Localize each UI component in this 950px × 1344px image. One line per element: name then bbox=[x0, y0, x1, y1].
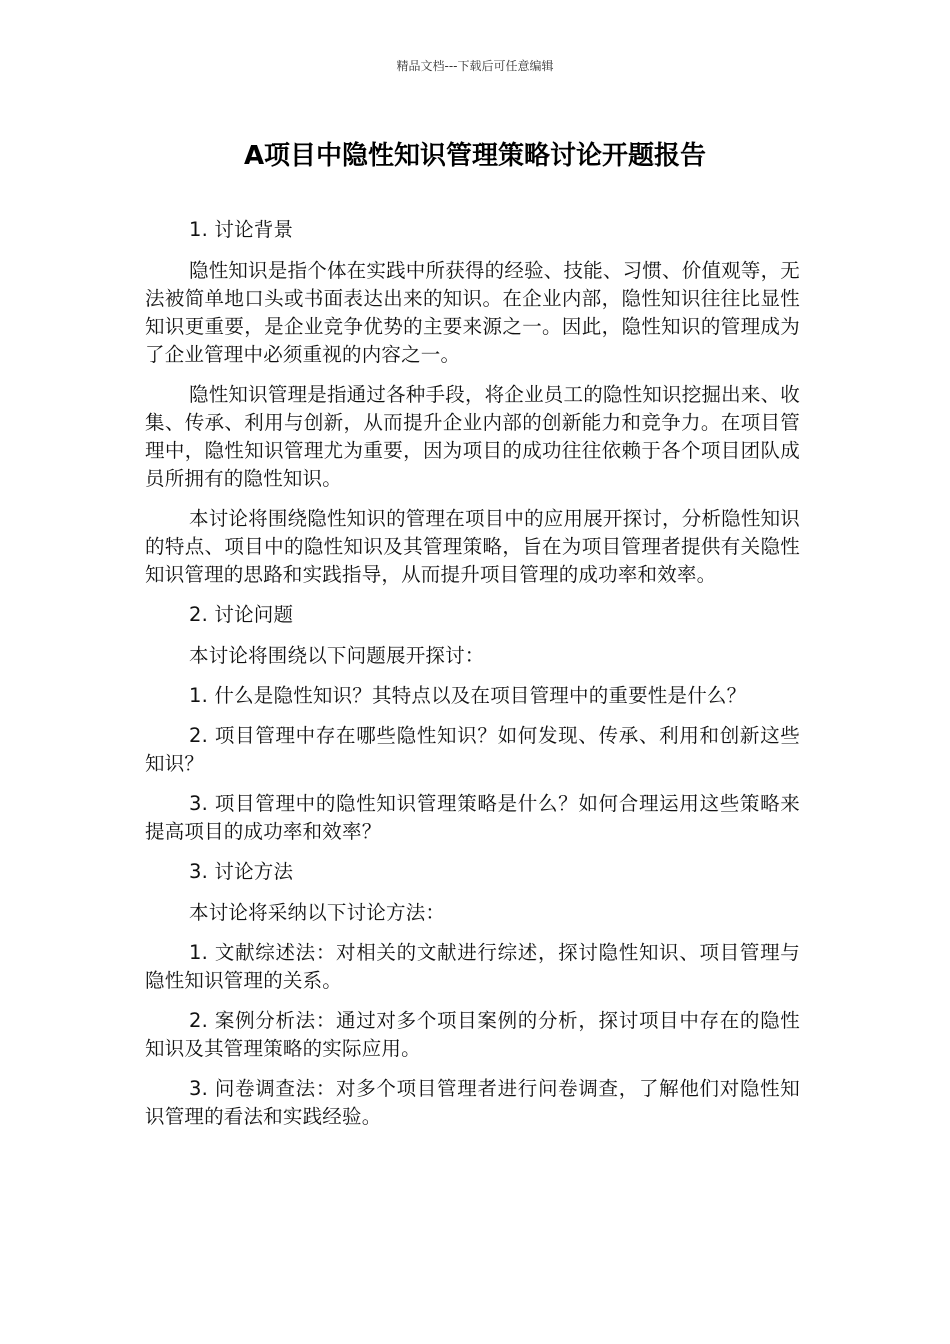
section-heading-methods: 3. 讨论方法 bbox=[189, 860, 294, 883]
paragraph: 隐性知识是指个体在实践中所获得的经验、技能、习惯、价值观等，无法被简单地口头或书面表达出来的知识。在企业内部，隐性知识往往比显性知识更重要，是企业竞争优势的主要来源之一。因此，隐性知识的管理成为了企业管理中必须重视的内容之一。 bbox=[145, 259, 800, 366]
question-item: 3. 项目管理中的隐性知识管理策略是什么？如何合理运用这些策略来提高项目的成功率和效率？ bbox=[145, 792, 800, 843]
section-heading-background: 1. 讨论背景 bbox=[189, 218, 294, 241]
method-item: 2. 案例分析法：通过对多个项目案例的分析，探讨项目中存在的隐性知识及其管理策略的实际应用。 bbox=[145, 1009, 800, 1060]
question-item: 1. 什么是隐性知识？其特点以及在项目管理中的重要性是什么？ bbox=[189, 684, 747, 707]
document-body bbox=[145, 216, 800, 1143]
paragraph: 本讨论将围绕隐性知识的管理在项目中的应用展开探讨，分析隐性知识的特点、项目中的隐性知识及其管理策略，旨在为项目管理者提供有关隐性知识管理的思路和实践指导，从而提升项目管理的成功率和效率。 bbox=[145, 507, 800, 586]
page-header-note: 精品文档---下载后可任意编辑 bbox=[396, 59, 554, 73]
paragraph: 本讨论将采纳以下讨论方法： bbox=[189, 901, 446, 924]
section-heading-questions: 2. 讨论问题 bbox=[189, 603, 294, 626]
paragraph: 本讨论将围绕以下问题展开探讨： bbox=[189, 644, 485, 667]
document-title: A项目中隐性知识管理策略讨论开题报告 bbox=[243, 141, 707, 171]
method-item: 3. 问卷调查法：对多个项目管理者进行问卷调查，了解他们对隐性知识管理的看法和实践经验。 bbox=[145, 1077, 800, 1128]
paragraph: 隐性知识管理是指通过各种手段，将企业员工的隐性知识挖掘出来、收集、传承、利用与创新，从而提升企业内部的创新能力和竞争力。在项目管理中，隐性知识管理尤为重要，因为项目的成功往往依赖于各个项目团队成员所拥有的隐性知识。 bbox=[145, 383, 800, 490]
method-item: 1. 文献综述法：对相关的文献进行综述，探讨隐性知识、项目管理与隐性知识管理的关系。 bbox=[145, 941, 800, 992]
question-item: 2. 项目管理中存在哪些隐性知识？如何发现、传承、利用和创新这些知识？ bbox=[145, 724, 800, 775]
